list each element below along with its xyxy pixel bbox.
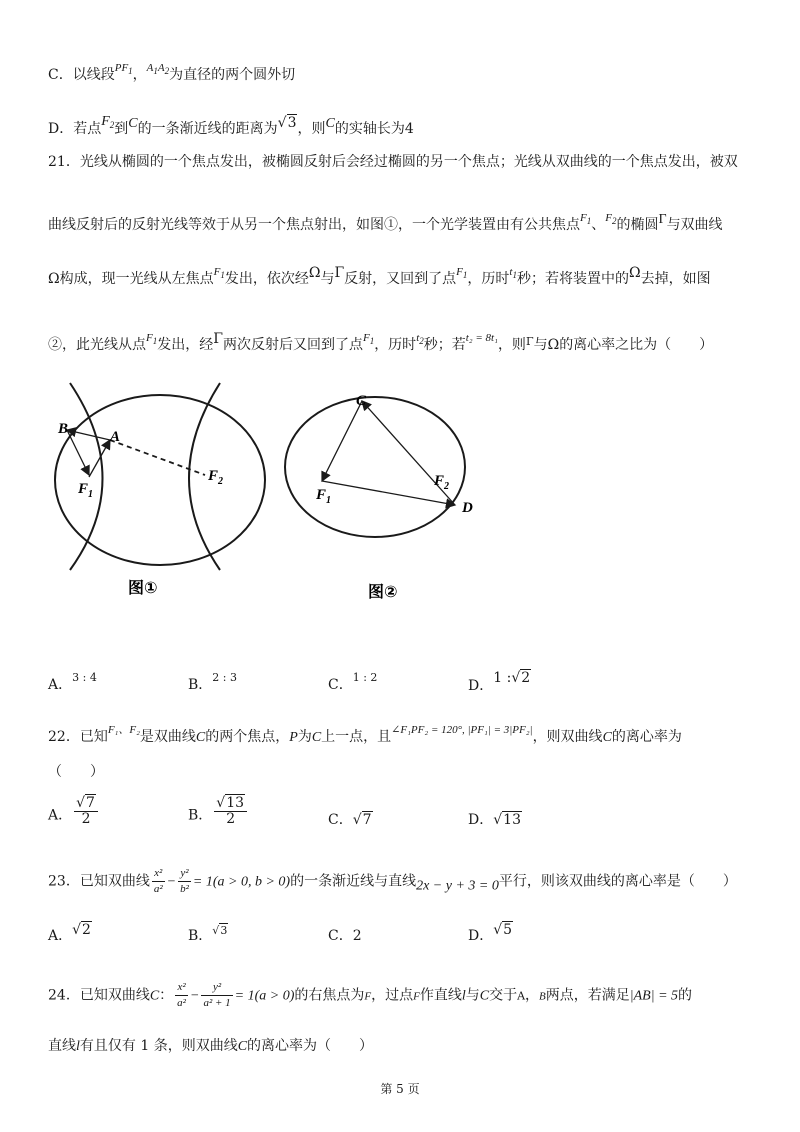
fig1-label-a: A [110,429,121,445]
fig2-ray-c-f1 [322,401,362,481]
q21-option-b: B．$^{2 : 3}$ [188,671,237,693]
q20-option-c [48,58,295,85]
q22-option-b: B． $\frac{√13}{2}$ [188,796,249,827]
fig2-label-d: D [462,500,473,516]
q22-condition: ∠F₁PF₂ = 120°, |PF₁| = 3|PF₂| [391,724,533,736]
q21-l3-t1: t1 [509,266,517,280]
q21-option-d: D．1 :√2 [468,670,531,694]
q21-line-2: 曲线反射后的反射光线等效于从另一个焦点射出，如图①，一个光学装置由有公共焦点$^{F_1}$、$^{F_2}$的椭圆Γ与双曲线 [48,212,723,233]
q20-option-d [48,112,414,139]
q21-l3-omega3: Ω [628,265,641,281]
fig2-label-f1: $F_1$ [316,487,332,506]
figure-1 [40,375,280,615]
fig1-ray-b-f1 [67,430,89,475]
fig1-ellipse [55,395,265,565]
q21-l4-gamma2: Γ [525,335,534,348]
q20-d-c2: C [325,116,335,131]
fig2-caption: 图② [368,582,398,601]
q21-l3-omega: Ω [48,271,60,287]
q22-option-d: D．√13 [468,812,521,828]
q20-d-c1: C [128,116,138,131]
q21-l3-f1b: F1 [456,266,468,280]
q22-foci: F₁、F₂ [107,724,140,736]
q23-equation: = 1(a > 0, b > 0) [192,874,291,890]
q20-c-seg2: A1A2 [146,62,170,76]
q20-d-sqrt3: √3 [277,115,297,131]
q20-d-then: ，则 [297,121,326,137]
q21-option-c: C．$^{1 : 2}$ [328,671,378,693]
q21-l3-omega2: Ω [308,265,321,281]
q21-l4-eq: t₂ = 8t₁ [465,332,498,344]
q21-l2-f2: F2 [605,212,617,226]
q23-line-1: 23．已知双曲线 $\frac{\text{x²}}{\text{a²}}$ − $\frac{\text{y²}}{\text{b²}}$ = 1(a > 0, b > 0)的一条渐近线与直线2x − y + 3 = 0平行，则该双曲线的离心率是（ ） [48,867,737,895]
fig2-ray-d-c [362,401,455,505]
fig1-ray-a-b [67,430,110,440]
q21-l4-f1: F1 [146,332,158,346]
q21-l3-f1: F1 [213,266,225,280]
figure-2 [280,385,500,615]
fig2-ellipse [285,397,465,537]
q23-option-a: A．√2 [48,922,91,944]
q20-d-mid: 的一条渐近线的距离为 [137,121,278,137]
q21-l4-gamma: Γ [213,331,223,347]
q20-c-label: C．以线段 [48,67,115,83]
q21-line-1: 21．光线从椭圆的一个焦点发出，被椭圆反射后会经过椭圆的另一个焦点；光线从双曲线的一个焦点发出，被双 [48,154,738,170]
q21-l4-f1b: F1 [362,332,375,346]
fig1-label-f2: $F_2$ [208,468,224,487]
q22-option-a: A． $\frac{√7}{2}$ [48,796,100,827]
q21-option-a: A．$^{3 : 4}$ [48,671,97,693]
q24-ab-condition: |AB| = 5 [629,988,679,1004]
q21-l3-gamma: Γ [334,265,345,281]
q22-line-2: （ ） [48,764,104,780]
q20-d-end: 的实轴长为4 [334,121,414,137]
page-footer: 第 5 页 [380,1082,420,1096]
q23-option-b: B．√3 [188,924,228,944]
q22-line-1: 22．已知$^{F_1、F_2}$是双曲线C的两个焦点，P为C上一点，且$^{\angle F_1PF_2 = 120^\circ, |PF_1| = 3|PF_2|}$，则双曲线C的离心率为 [48,724,682,745]
q20-d-to: 到 [114,121,129,137]
q24-line-2: 直线l有且仅有 1 条，则双曲线C的离心率为（ ） [48,1038,374,1054]
q21-l2-gamma: Γ [658,212,667,227]
q21-l4-omega: Ω [547,337,560,353]
fig2-label-c: C [356,393,367,409]
q21-option-d-value: 1 :√2 [493,670,531,686]
q22-option-c: C．√7 [328,812,372,828]
q21-option-a-value: 3 : 4 [72,671,97,684]
q21-option-b-value: 2 : 3 [212,671,237,684]
q24-equation: = 1(a > 0) [234,988,295,1004]
q21-option-c-value: 1 : 2 [352,671,378,684]
fig1-label-b: B [58,421,69,437]
q20-c-seg1: PF1 [114,62,133,76]
q20-d-label: D．若点 [48,121,102,137]
q20-c-rest: 为直径的两个圆外切 [169,67,296,83]
fig1-label-f1: $F_1$ [78,481,94,500]
q21-l4-t2: t2 [416,332,424,346]
q21-line-4: ②，此光线从点$^{F_1}$发出，经Γ两次反射后又回到了点$^{F_1}$，历时$^{t_2}$秒；若$^{t_2 = 8t_1}$，则$^\Gamma$与Ω的离心率之比为（ ） [48,331,714,353]
q20-d-f2: $F_2$ [101,114,115,130]
q23-option-d: D．√5 [468,922,513,944]
q23-option-c: C．2 [328,928,362,944]
fig2-label-f2: $F_2$ [434,473,450,492]
q24-line-1: 24．已知双曲线C： $\frac{\text{x²}}{\text{a²}}$ − $\frac{\text{y²}}{\text{a² + 1}}$ = 1(a > 0)的右焦点为F，过点F作直线l与C交于A，B两点，若满足|AB| = 5的 [48,981,693,1009]
q23-line-equation: 2x − y + 3 = 0 [416,878,499,894]
q20-c-comma: ， [132,67,147,83]
fig1-caption: 图① [128,578,158,597]
q21-l2-f1: F1 [580,212,592,226]
q21-line-3: Ω构成，现一光线从左焦点$^{F_1}$发出，依次经Ω与Γ反射，又回到了点$^{F_1}$，历时$^{t_1}$秒；若将装置中的Ω去掉，如图 [48,265,711,287]
